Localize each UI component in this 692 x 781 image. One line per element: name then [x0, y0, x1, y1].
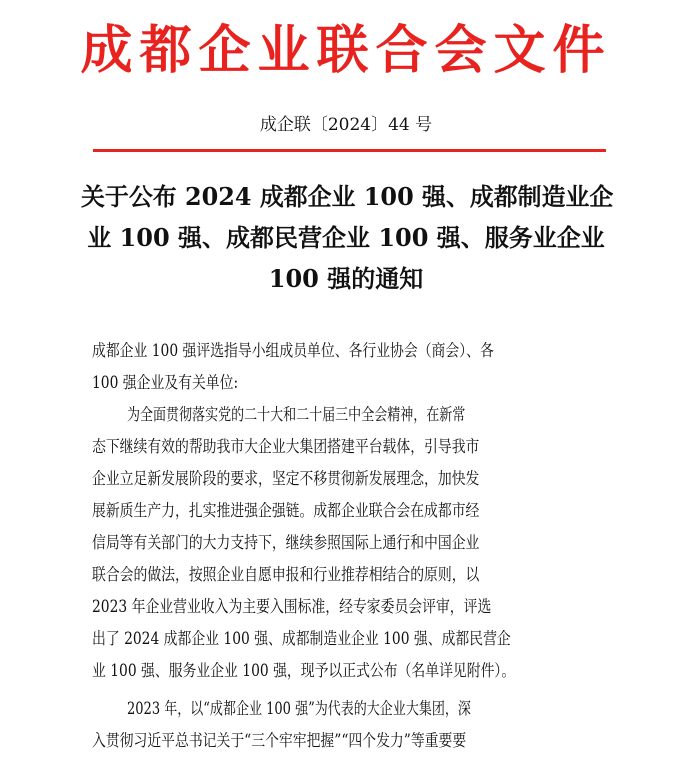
document-number: 成企联〔2024〕44 号 [259, 115, 433, 135]
paragraph-line: 展新质生产力，扎实推进强企强链。成都企业联合会在成都市经 [92, 501, 480, 520]
paragraph-line: 入贯彻习近平总书记关于“三个牢牢把握”“四个发力”等重要要 [92, 731, 467, 750]
addressee-line: 成都企业 100 强评选指导小组成员单位、各行业协会（商会）、各 [92, 341, 494, 360]
paragraph-line: 2023 年企业营业收入为主要入围标准，经专家委员会评审，评选 [92, 597, 492, 616]
paragraph-line: 业 100 强、服务业企业 100 强，现予以正式公布（名单详见附件）。 [92, 661, 516, 680]
notice-title-line: 100 强的通知 [268, 264, 424, 293]
paragraph-line: 出了 2024 成都企业 100 强、成都制造业企业 100 强、成都民营企 [92, 629, 511, 648]
paragraph-line: 2023 年，以“成都企业 100 强”为代表的大企业大集团，深 [127, 699, 471, 718]
paragraph-line: 联合会的做法，按照企业自愿申报和行业推荐相结合的原则，以 [92, 565, 480, 584]
notice-title-line: 关于公布 2024 成都企业 100 强、成都制造业企 [80, 182, 614, 211]
notice-title-line: 业 100 强、成都民营企业 100 强、服务业企业 [87, 223, 605, 252]
paragraph-line: 态下继续有效的帮助我市大企业大集团搭建平台载体，引导我市 [92, 437, 480, 456]
paragraph-line: 信局等有关部门的大力支持下，继续参照国际上通行和中国企业 [92, 533, 480, 552]
notice-title [80, 176, 612, 299]
addressee-line: 100 强企业及有关单位: [92, 373, 239, 392]
paragraph-line: 企业立足新发展阶段的要求，坚定不移贯彻新发展理念，加快发 [92, 469, 480, 488]
paragraph-line: 为全面贯彻落实党的二十大和二十届三中全会精神，在新常 [127, 405, 466, 424]
document-header-title: 成都企业联合会文件 [80, 21, 612, 81]
header-red-rule [93, 149, 606, 152]
